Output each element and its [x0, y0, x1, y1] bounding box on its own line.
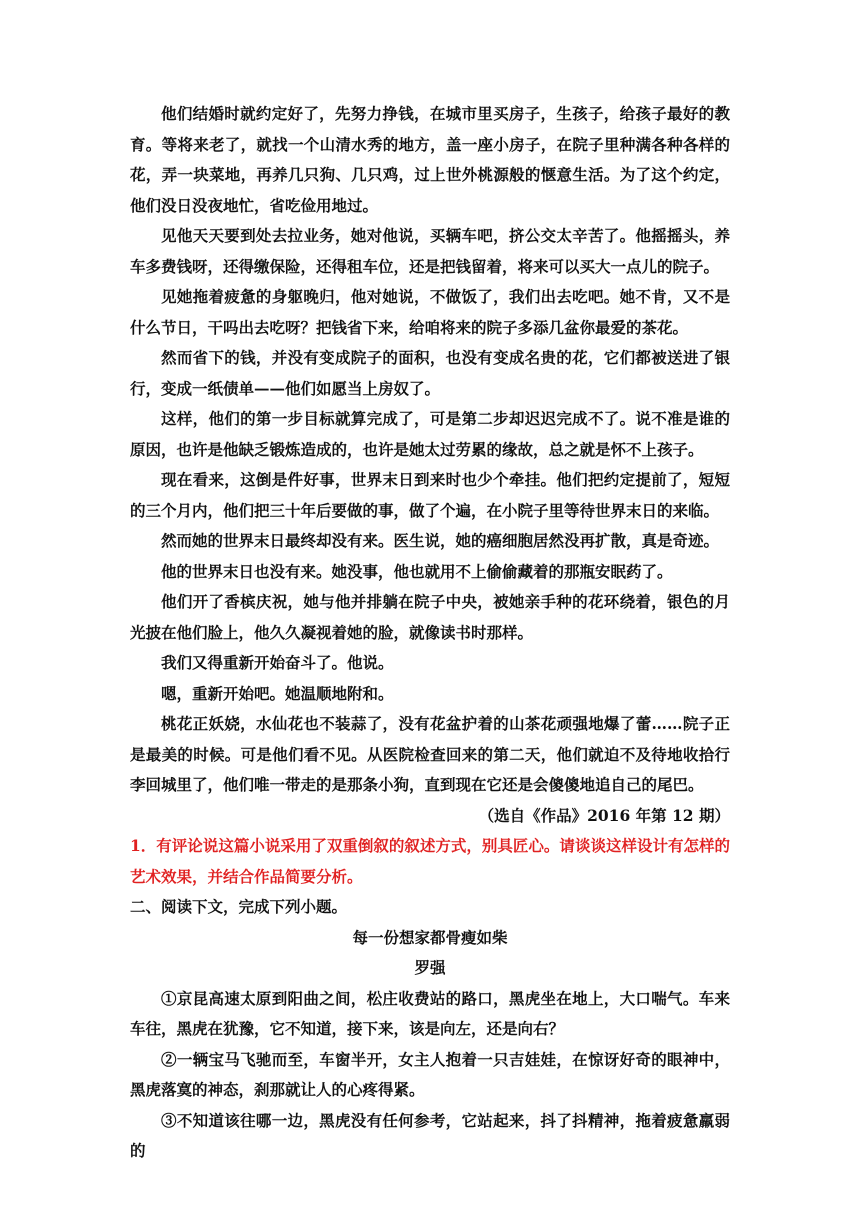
story-paragraph-9: 他们开了香槟庆祝，她与他并排躺在院子中央，被她亲手种的花环绕着，银色的月光披在他们脸上，他久久凝视着她的脸，就像读书时那样。	[130, 592, 730, 642]
story-paragraph-12: 桃花正妖娆，水仙花也不装蒜了，没有花盆护着的山茶花顽强地爆了蕾……院子正是最美的时候。可是他们看不见。从医院检查回来的第二天，他们就迫不及待地收拾行李回城里了，他们唯一带走的是那条小狗，直到现在它还是会傻傻地追自己的尾巴。	[130, 714, 730, 794]
article-title: 每一份想家都骨瘦如柴	[352, 927, 508, 947]
article-author: 罗强	[414, 958, 446, 977]
article-paragraph-2: ②一辆宝马飞驰而至，车窗半开，女主人抱着一只吉娃娃，在惊讶好奇的眼神中，黑虎落寞的神态，刹那就让人的心疼得紧。	[130, 1049, 730, 1099]
story-paragraph-2: 见他天天要到处去拉业务，她对他说，买辆车吧，挤公交太辛苦了。他摇摇头，养车多费钱呀，还得缴保险，还得租车位，还是把钱留着，将来可以买大一点儿的院子。	[130, 226, 730, 276]
story-paragraph-11: 嗯，重新开始吧。她温顺地附和。	[161, 683, 394, 703]
story-paragraph-1: 他们结婚时就约定好了，先努力挣钱，在城市里买房子，生孩子，给孩子最好的教育。等将来老了，就找一个山清水秀的地方，盖一座小房子，在院子里种满各种各样的花，弄一块菜地，再养几只狗、几只鸡，过上世外桃源般的惬意生活。为了这个约定，他们没日没夜地忙，省吃俭用地过。	[130, 104, 730, 215]
story-paragraph-10: 我们又得重新开始奋斗了。他说。	[161, 653, 394, 672]
article-paragraph-3: ③不知道该往哪一边，黑虎没有任何参考，它站起来，抖了抖精神，拖着疲惫羸弱的	[130, 1110, 730, 1160]
story-paragraph-6: 现在看来，这倒是件好事，世界末日到来时也少个牵挂。他们把约定提前了，短短的三个月内，他们把三十年后要做的事，做了个遍，在小院子里等待世界末日的来临。	[130, 470, 730, 520]
story-paragraph-5: 这样，他们的第一步目标就算完成了，可是第二步却迟迟完成不了。说不准是谁的原因，也许是他缺乏锻炼造成的，也许是她太过劳累的缘故，总之就是怀不上孩子。	[130, 409, 730, 459]
section-heading: 二、阅读下文，完成下列小题。	[130, 897, 348, 916]
story-paragraph-8: 他的世界末日也没有来。她没事，他也就用不上偷偷藏着的那瓶安眠药了。	[161, 561, 673, 581]
story-paragraph-3: 见她拖着疲惫的身躯晚归，他对她说，不做饭了，我们出去吃吧。她不肯，又不是什么节日，干吗出去吃呀？把钱省下来，给咱将来的院子多添几盆你最爱的茶花。	[130, 287, 730, 337]
question-1: 1．有评论说这篇小说采用了双重倒叙的叙述方式，别具匠心。请谈谈这样设计有怎样的艺术效果，并结合作品简要分析。	[130, 836, 730, 886]
source-citation: （选自《作品》2016 年第 12 期）	[478, 805, 730, 825]
article-paragraph-1: ①京昆高速太原到阳曲之间，松庄收费站的路口，黑虎坐在地上，大口喘气。车来车往，黑虎在犹豫，它不知道，接下来，该是向左，还是向右？	[130, 988, 730, 1038]
story-paragraph-4: 然而省下的钱，并没有变成院子的面积，也没有变成名贵的花，它们都被送进了银行，变成一纸债单——他们如愿当上房奴了。	[130, 348, 730, 398]
story-paragraph-7: 然而她的世界末日最终却没有来。医生说，她的癌细胞居然没再扩散，真是奇迹。	[161, 531, 720, 550]
document-page	[130, 99, 730, 1167]
